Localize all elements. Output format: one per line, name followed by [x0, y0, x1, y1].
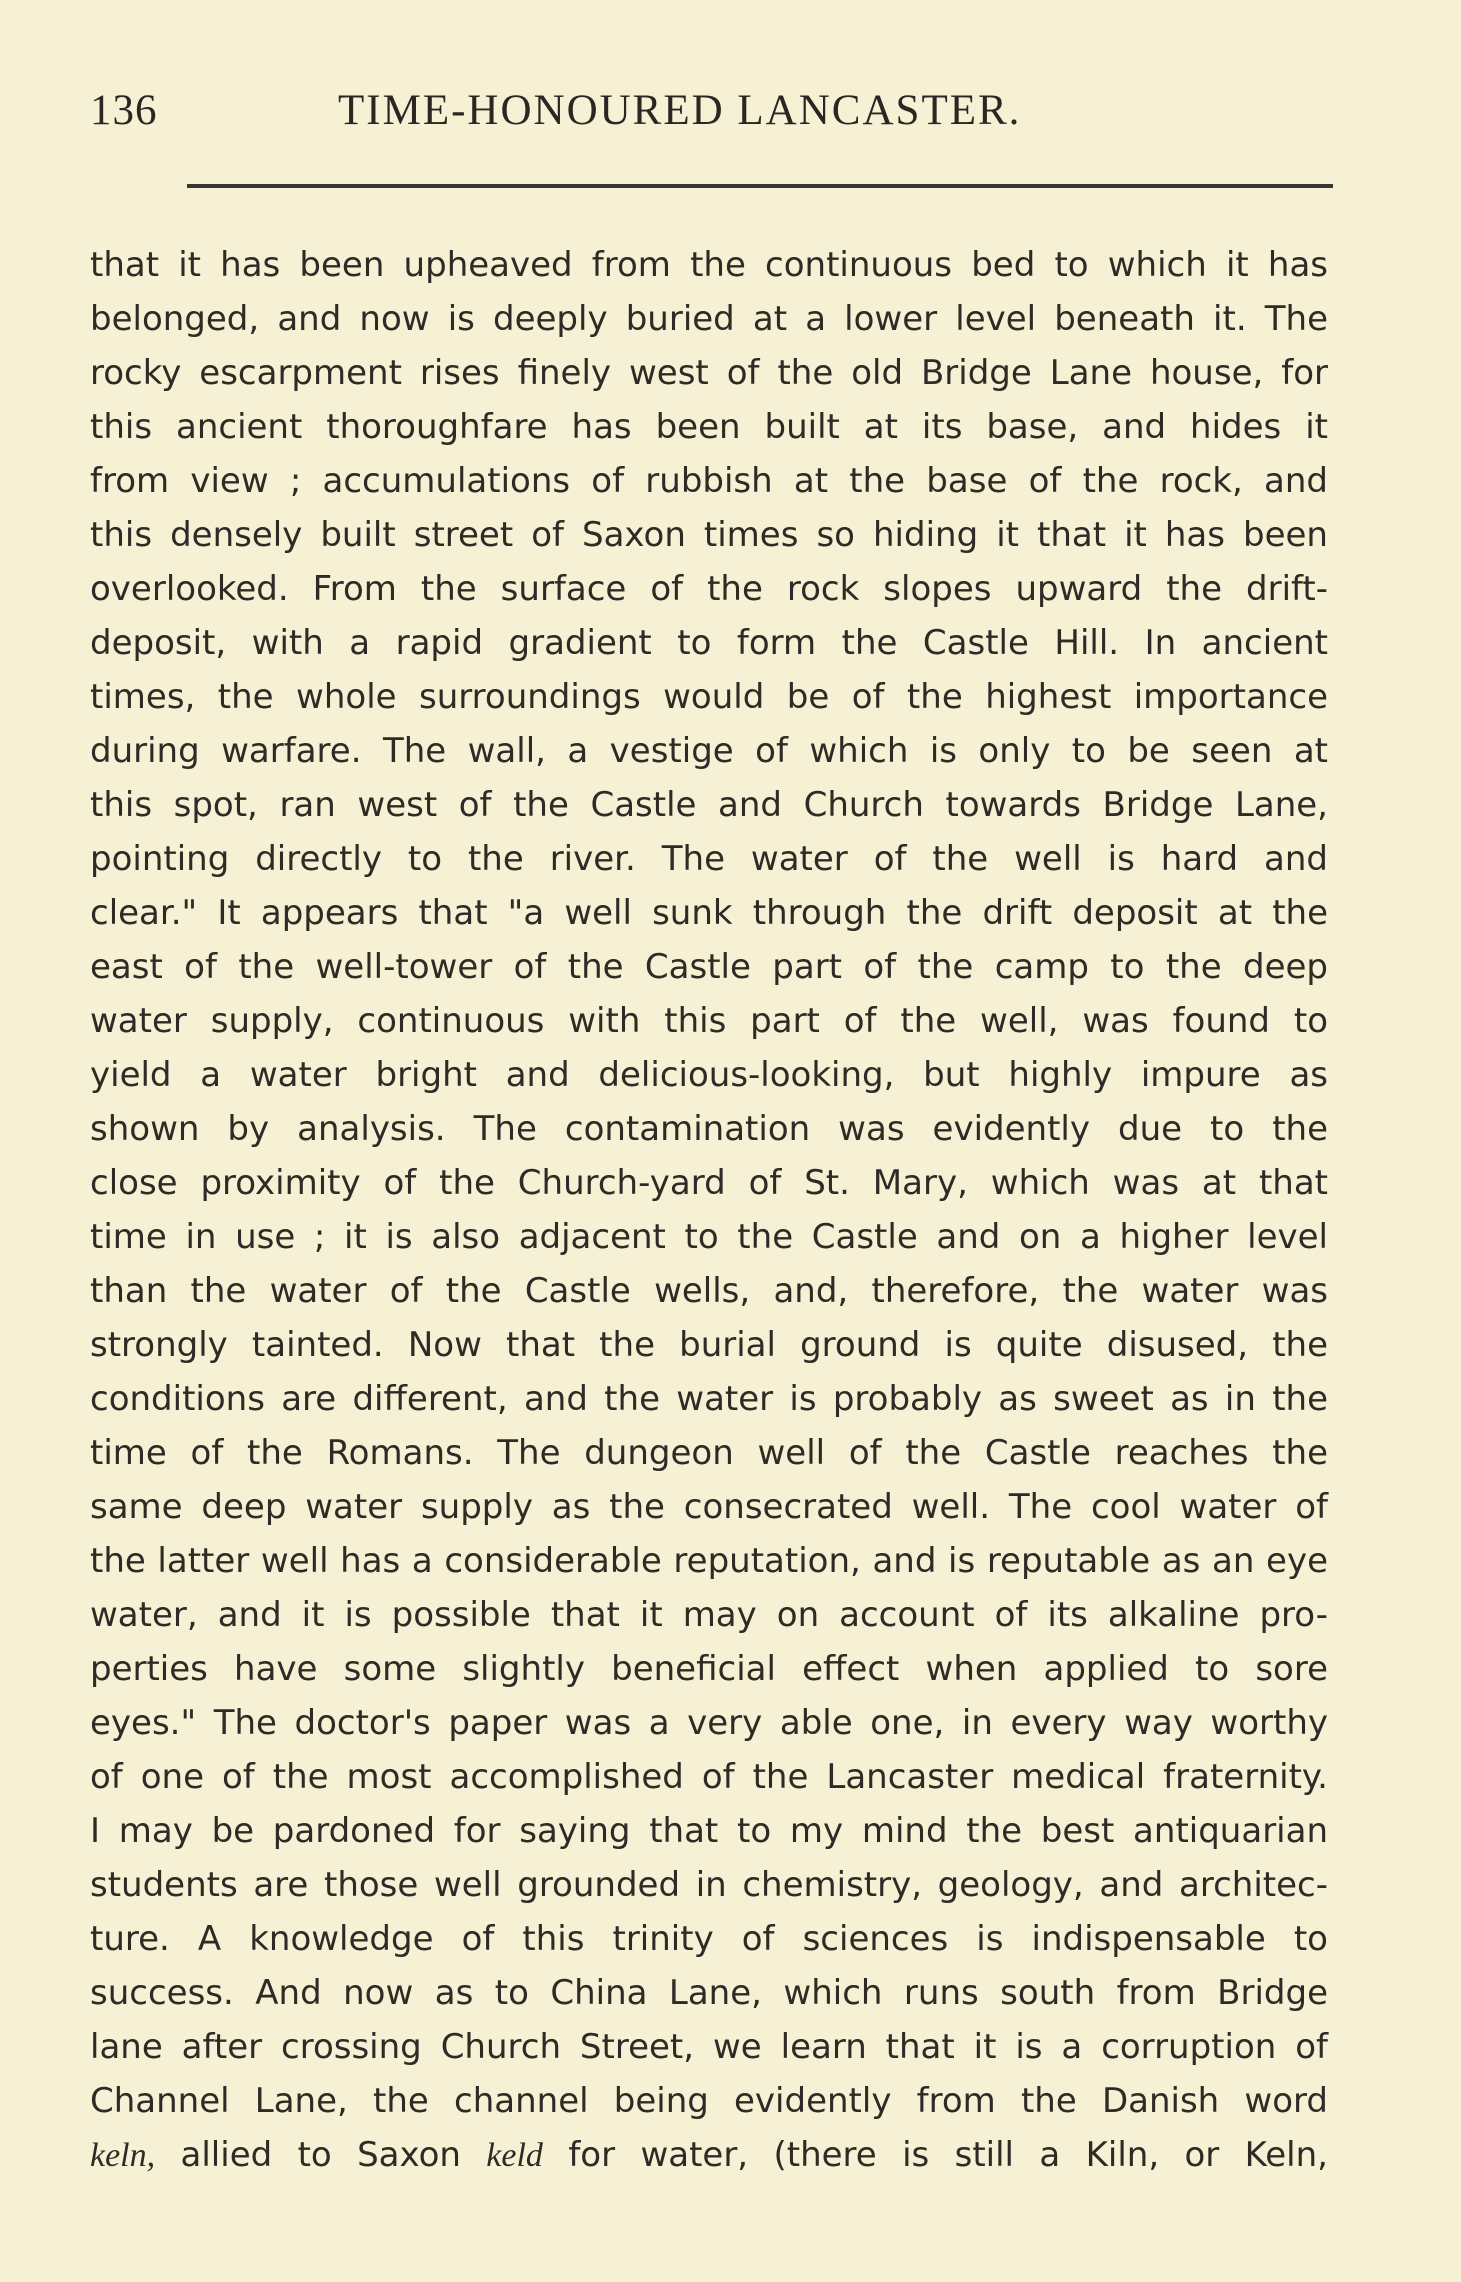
text-line: eyes." The doctor's paper was a very able one, in every way worthy	[90, 1703, 1328, 1743]
text-line: perties have some slightly beneficial effect when applied to sore	[90, 1649, 1328, 1689]
italic-word-keld: keld	[486, 2137, 543, 2174]
text-line: time in use ; it is also adjacent to the Castle and on a higher level	[90, 1217, 1328, 1257]
text-line: water supply, continuous with this part of the well, was found to	[90, 1001, 1328, 1041]
text-line: east of the well-tower of the Castle part of the camp to the deep	[90, 947, 1328, 987]
text-line: during warfare. The wall, a vestige of which is only to be seen at	[90, 731, 1328, 771]
text-line: deposit, with a rapid gradient to form the Castle Hill. In ancient	[90, 623, 1328, 663]
text-line: of one of the most accomplished of the Lancaster medical fraternity.	[90, 1757, 1328, 1797]
text-line: this densely built street of Saxon times so hiding it that it has been	[90, 515, 1328, 555]
text-line: overlooked. From the surface of the rock slopes upward the drift-	[90, 569, 1328, 609]
text-line: ture. A knowledge of this trinity of sciences is indispensable to	[90, 1919, 1328, 1959]
text-line: lane after crossing Church Street, we learn that it is a corruption of	[90, 2027, 1328, 2067]
text-fragment: allied to Saxon	[155, 2135, 487, 2175]
text-line: yield a water bright and delicious-looking, but highly impure as	[90, 1055, 1328, 1095]
text-fragment: for water, (there is still a Kiln, or Keln,	[542, 2135, 1328, 2175]
text-line: I may be pardoned for saying that to my mind the best antiquarian	[90, 1811, 1328, 1851]
text-line: students are those well grounded in chemistry, geology, and architec-	[90, 1865, 1328, 1905]
text-line: that it has been upheaved from the continuous bed to which it has	[90, 245, 1328, 285]
page-number: 136	[90, 87, 158, 134]
text-line: water, and it is possible that it may on account of its alkaline pro-	[90, 1595, 1328, 1635]
text-line-last	[90, 2128, 1328, 2182]
text-line: shown by analysis. The contamination was evidently due to the	[90, 1109, 1328, 1149]
text-line: the latter well has a considerable reputation, and is reputable as an eye	[90, 1541, 1328, 1581]
text-line: Channel Lane, the channel being evidently from the Danish word	[90, 2081, 1328, 2121]
text-line: this ancient thoroughfare has been built at its base, and hides it	[90, 407, 1328, 447]
text-line: times, the whole surroundings would be of the highest importance	[90, 677, 1328, 717]
page-header	[90, 86, 1340, 146]
text-line: conditions are different, and the water is probably as sweet as in the	[90, 1379, 1328, 1419]
body-text	[90, 238, 1328, 2182]
text-line: success. And now as to China Lane, which runs south from Bridge	[90, 1973, 1328, 2013]
text-line: this spot, ran west of the Castle and Church towards Bridge Lane,	[90, 785, 1328, 825]
text-line: strongly tainted. Now that the burial ground is quite disused, the	[90, 1325, 1328, 1365]
italic-word-keln: keln,	[90, 2137, 156, 2174]
text-line: close proximity of the Church-yard of St. Mary, which was at that	[90, 1163, 1328, 1203]
text-line: clear." It appears that "a well sunk through the drift deposit at the	[90, 893, 1328, 933]
text-line: pointing directly to the river. The water of the well is hard and	[90, 839, 1328, 879]
text-line: rocky escarpment rises finely west of the old Bridge Lane house, for	[90, 353, 1328, 393]
text-line: than the water of the Castle wells, and, therefore, the water was	[90, 1271, 1328, 1311]
text-line: belonged, and now is deeply buried at a lower level beneath it. The	[90, 299, 1328, 339]
text-line: from view ; accumulations of rubbish at the base of the rock, and	[90, 461, 1328, 501]
running-title: TIME-HONOURED LANCASTER.	[338, 87, 1022, 134]
text-line: same deep water supply as the consecrated well. The cool water of	[90, 1487, 1328, 1527]
text-line: time of the Romans. The dungeon well of the Castle reaches the	[90, 1433, 1328, 1473]
header-rule	[187, 184, 1333, 188]
